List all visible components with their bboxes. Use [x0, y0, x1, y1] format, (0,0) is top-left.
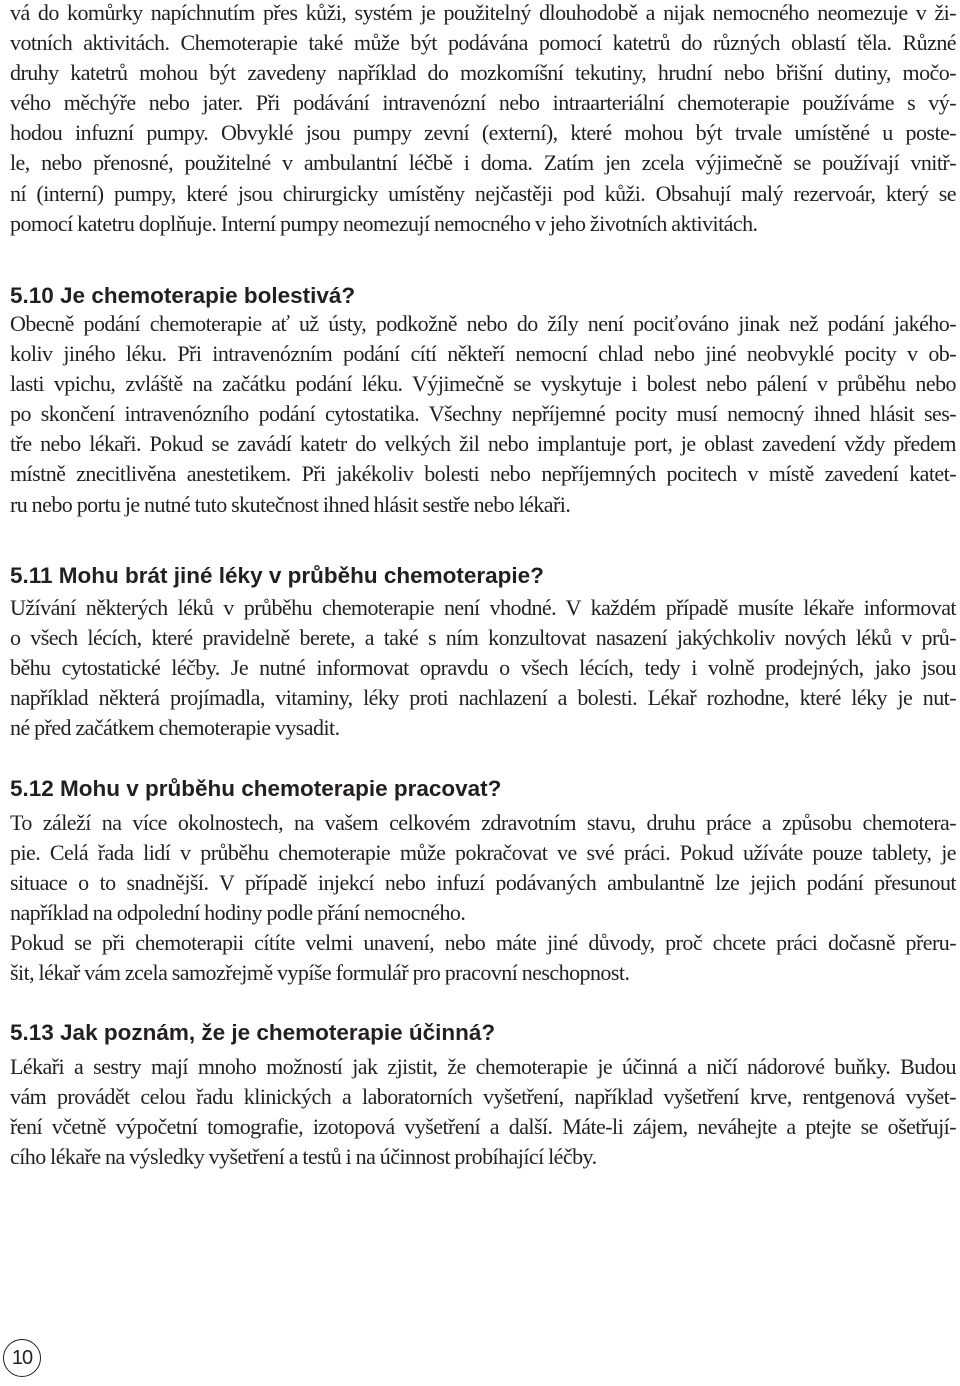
text-line: votních aktivitách. Chemoterapie také může být podávána pomocí katetrů do různých oblastí těla. Různé — [10, 30, 956, 56]
section-heading-5-12: 5.12 Mohu v průběhu chemoterapie pracovat? — [10, 776, 502, 801]
text-line: Užívání některých léků v průběhu chemoterapie není vhodné. V každém případě musíte lékaře informovat — [10, 595, 956, 620]
text-line: o všech lécích, které pravidelně berete, a také s ním konzultovat nasazení jakýchkoliv nových léků v prů- — [10, 625, 956, 651]
text-line: vám provádět celou řadu klinických a laboratorních vyšetření, například vyšetření krve, rentgenová vyšet- — [10, 1084, 956, 1110]
text-line: pomocí katetru doplňuje. Interní pumpy neomezují nemocného v jeho životních aktivitách. — [10, 210, 758, 236]
section-heading-5-10: 5.10 Je chemoterapie bolestivá? — [10, 283, 356, 308]
text-line: situace o to snadnější. V případě injekcí nebo infuzí podávaných ambulantně lze jejich podání přesunout — [10, 870, 956, 896]
text-line: ru nebo portu je nutné tuto skutečnost ihned hlásit sestře nebo lékaři. — [10, 491, 571, 517]
text-line: po skončení intravenózního podání cytostatika. Všechny nepříjemné pocity musí nemocný ihned hlásit ses- — [10, 401, 956, 427]
page-number: 10 — [3, 1339, 41, 1377]
text-line: Obecně podání chemoterapie ať už ústy, podkožně nebo do žíly není pociťováno jinak než podání jakého- — [10, 311, 956, 336]
text-line: To záleží na více okolnostech, na vašem celkovém zdravotním stavu, druhu práce a způsobu chemotera- — [10, 810, 956, 835]
text-line: ní (interní) pumpy, které jsou chirurgicky umístěny nejčastěji pod kůži. Obsahují malý rezervoár, který se — [10, 180, 956, 206]
text-line: tře nebo lékaři. Pokud se zavádí katetr do velkých žil nebo implantuje port, je oblast zavedení vždy předem — [10, 431, 956, 457]
text-line: druhy katetrů mohou být zavedeny například do mozkomíšní tekutiny, hrudní nebo břišní dutiny, močo- — [10, 60, 956, 86]
text-line: šit, lékař vám zcela samozřejmě vypíše formulář pro pracovní neschopnost. — [10, 960, 630, 986]
text-line: pie. Celá řada lidí v průběhu chemoterapie může pokračovat ve své práci. Pokud užíváte pouze tablety, je — [10, 840, 956, 866]
text-line: Lékaři a sestry mají mnoho možností jak zjistit, že chemoterapie je účinná a ničí nádorové buňky. Budou — [10, 1054, 956, 1079]
section-body-5-11 — [10, 593, 956, 743]
text-line: Pokud se při chemoterapii cítíte velmi unavení, nebo máte jiné důvody, proč chcete práci dočasně přeru- — [10, 930, 956, 956]
text-line: místně znecitlivěna anestetikem. Při jakékoliv bolesti nebo nepříjemných pocitech v místě zavedení katet- — [10, 461, 956, 487]
text-line: vého měchýře nebo jater. Při podávání intravenózní nebo intraarteriální chemoterapie používáme s vý- — [10, 90, 956, 116]
text-line: hodou infuzní pumpy. Obvyklé jsou pumpy zevní (externí), které mohou být trvale umístěné u poste- — [10, 120, 956, 146]
text-line: né před začátkem chemoterapie vysadit. — [10, 715, 340, 741]
text-line: cího lékaře na výsledky vyšetření a testů i na účinnost probíhající léčby. — [10, 1144, 597, 1170]
text-line: ření včetně výpočetní tomografie, izotopová vyšetření a další. Máte-li zájem, neváhejte a ptejte se ošetřují- — [10, 1114, 956, 1140]
text-line: například na odpolední hodiny podle přání nemocného. — [10, 900, 466, 926]
section-heading-5-13: 5.13 Jak poznám, že je chemoterapie účinná? — [10, 1020, 496, 1045]
section-heading-5-11: 5.11 Mohu brát jiné léky v průběhu chemoterapie? — [10, 563, 544, 588]
section-body-5-10 — [10, 309, 956, 520]
text-line: vá do komůrky napíchnutím přes kůži, systém je použitelný dlouhodobě a nijak nemocného neomezuje v ži- — [10, 0, 956, 25]
section-body-5-12 — [10, 808, 956, 989]
text-line: běhu cytostatické léčby. Je nutné informovat opravdu o všech lécích, tedy i volně prodejných, jako jsou — [10, 655, 956, 681]
text-line: koliv jiného léku. Při intravenózním podání cítí někteří nemocní chlad nebo jiné neobvyklé pocity v ob- — [10, 341, 956, 367]
continuation-paragraph — [10, 0, 956, 239]
text-line: le, nebo přenosné, použitelné v ambulantní léčbě i doma. Zatím jen zcela výjimečně se používají vnitř- — [10, 150, 956, 176]
text-line: lasti vpichu, zvláště na začátku podání léku. Výjimečně se vyskytuje i bolest nebo pálení v průběhu nebo — [10, 371, 956, 397]
text-line: například některá projímadla, vitaminy, léky proti nachlazení a bolesti. Lékař rozhodne, které léky je nut- — [10, 685, 956, 711]
section-body-5-13 — [10, 1052, 956, 1172]
